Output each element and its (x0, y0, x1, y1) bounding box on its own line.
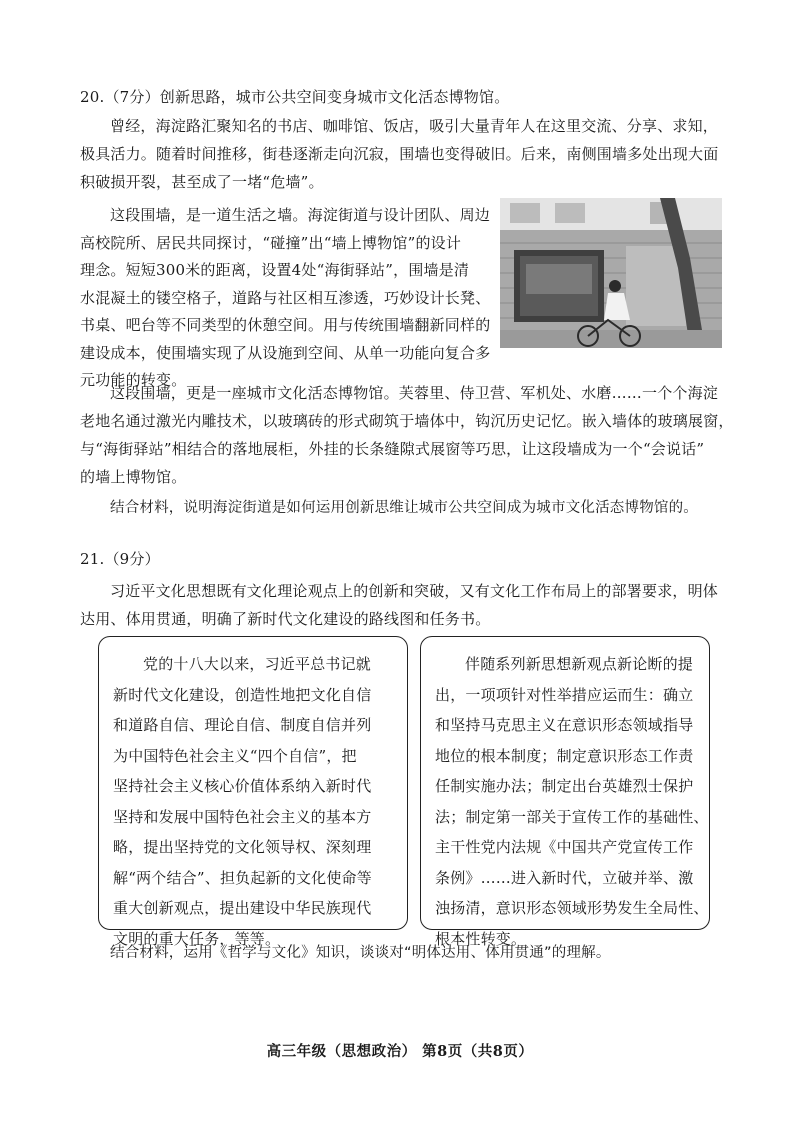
box-left-line: 解“两个结合”、担负起新的文化使命等 (113, 868, 372, 887)
box-right-line: 伴随系列新思想新观点新论断的提 (465, 655, 694, 673)
box-right-line: 任制实施办法；制定出台英雄烈士保护 (435, 777, 694, 795)
q20-para2 (80, 202, 495, 395)
q20-para1-line: 积破损开裂，甚至成了一堵“危墙”。 (80, 173, 324, 191)
q20-para3-line: 老地名通过激光内雕技术，以玻璃砖的形式砌筑于墙体中，钩沉历史记忆。嵌入墙体的玻璃展窗， (80, 412, 734, 430)
q20-para1-line: 曾经，海淀路汇聚知名的书店、咖啡馆、饭店，吸引大量青年人在这里交流、分享、求知， (110, 117, 719, 135)
q20-task: 结合材料，说明海淀街道是如何运用创新思维让城市公共空间成为城市文化活态博物馆的。 (110, 500, 698, 516)
box-right-line: 出，一项项针对性举措应运而生：确立 (435, 685, 694, 704)
material-boxes (98, 636, 710, 948)
box-left-line: 新时代文化建设，创造性地把文化自信 (113, 685, 372, 704)
box-right-line: 根本性转变。 (435, 929, 527, 948)
q20-para2-line: 理念。短短300米的距离，设置4处“海街驿站”，围墙是清 (80, 261, 470, 279)
box-right-line: 地位的根本制度；制定意识形态工作责 (435, 746, 694, 765)
q20-para2-line: 书桌、吧台等不同类型的休憩空间。用与传统围墙翻新同样的 (80, 316, 491, 334)
box-right-line: 主干性党内法规《中国共产党宣传工作 (435, 838, 694, 856)
page-footer: 高三年级（思想政治） 第8页（共8页） (266, 1043, 534, 1060)
box-left-line: 坚持社会主义核心价值体系纳入新时代 (113, 777, 372, 795)
q20-para1-line: 极具活力。随着时间推移，街巷逐渐走向沉寂，围墙也变得破旧。后来，南侧围墙多处出现大面 (80, 145, 719, 163)
q20-para2-line: 高校院所、居民共同探讨，“碰撞”出“墙上博物馆”的设计 (80, 233, 462, 252)
q20-para2-line: 这段围墙，是一道生活之墙。海淀街道与设计团队、周边 (110, 206, 491, 224)
q20-para3-line: 的墙上博物馆。 (80, 468, 187, 486)
q21-intro-line: 习近平文化思想既有文化理论观点上的创新和突破，又有文化工作布局上的部署要求，明体 (110, 582, 719, 600)
box-left-line: 和道路自信、理论自信、制度自信并列 (113, 716, 372, 734)
box-right-line: 法；制定第一部关于宣传工作的基础性、 (435, 807, 709, 826)
q21-heading: 21.（9分） (80, 550, 160, 568)
q20-para2-line: 元功能的转变。 (80, 371, 187, 389)
box-left-line: 坚持和发展中国特色社会主义的基本方 (113, 807, 372, 826)
box-left-line: 党的十八大以来，习近平总书记就 (143, 655, 372, 673)
q20-para2-line: 水混凝土的镂空格子，道路与社区相互渗透，巧妙设计长凳、 (80, 288, 491, 307)
q20-heading: 20.（7分）创新思路，城市公共空间变身城市文化活态博物馆。 (80, 88, 510, 106)
box-left-line: 略，提出坚持党的文化领导权、深刻理 (113, 838, 372, 856)
q20-para2-line: 建设成本，使围墙实现了从设施到空间、从单一功能向复合多 (80, 343, 491, 362)
q20-para3-line: 与“海街驿站”相结合的落地展柜，外挂的长条缝隙式展窗等巧思，让这段墙成为一个“会说话” (80, 440, 705, 458)
box-left-line: 文明的重大任务，等等。 (113, 929, 281, 948)
q21-task: 结合材料，运用《哲学与文化》知识，谈谈对“明体达用、体用贯通”的理解。 (110, 945, 611, 961)
box-right-line: 和坚持马克思主义在意识形态领域指导 (435, 716, 694, 734)
box-right-line: 条例》……进入新时代，立破并举、激 (435, 868, 694, 887)
box-left-line: 重大创新观点，提出建设中华民族现代 (113, 899, 372, 917)
material-box-left (98, 636, 408, 948)
q20-para3-line: 这段围墙，更是一座城市文化活态博物馆。芙蓉里、侍卫营、军机处、水磨……一个个海淀 (110, 384, 719, 402)
material-box-right (420, 636, 710, 948)
wall-museum-photo (500, 198, 722, 348)
box-right-line: 浊扬清，意识形态领域形势发生全局性、 (435, 899, 709, 917)
box-left-line: 为中国特色社会主义“四个自信”，把 (113, 746, 357, 765)
q21-intro-line: 达用、体用贯通，明确了新时代文化建设的路线图和任务书。 (80, 610, 491, 628)
